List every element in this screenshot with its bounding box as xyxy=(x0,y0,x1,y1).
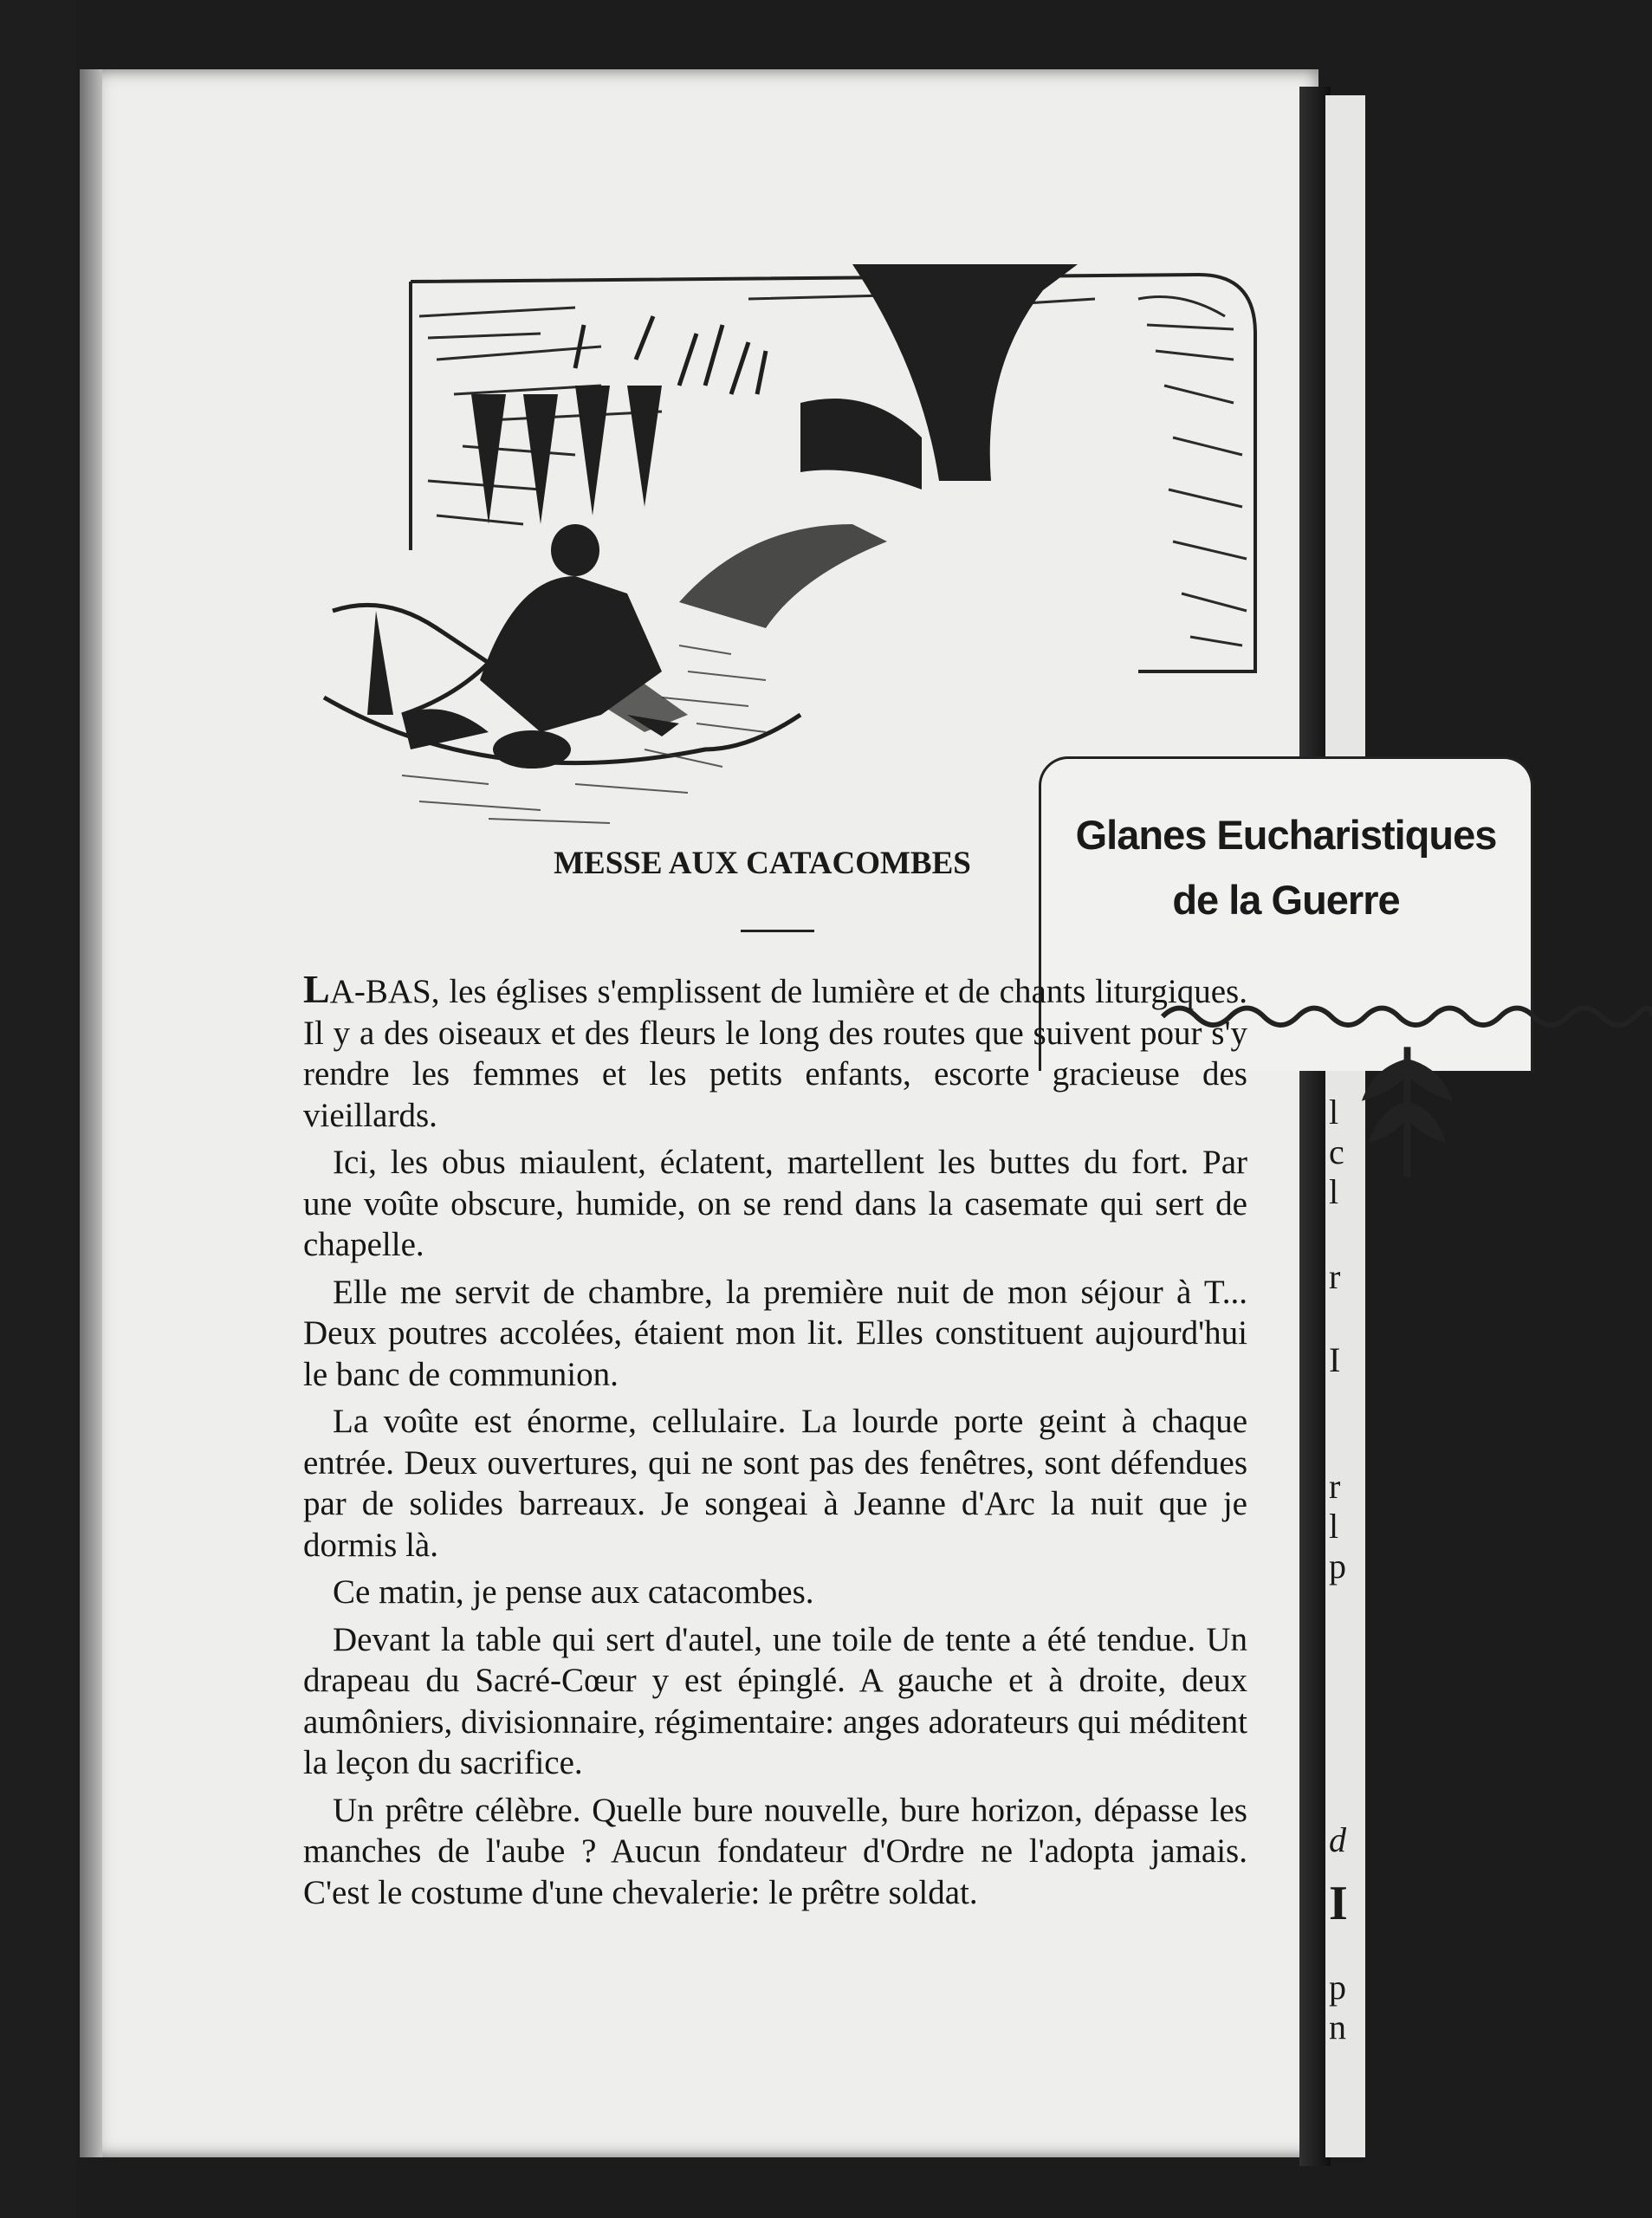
adjacent-letter: r xyxy=(1329,1467,1341,1506)
series-title-line2: de la Guerre xyxy=(1172,877,1400,923)
opening-smallcaps: A-BAS xyxy=(329,973,431,1010)
paragraph-2: Ici, les obus miaulent, éclatent, martellent les buttes du fort. Par une voûte obscure, humide, on se rend dans la casemate qui sert de chapelle. xyxy=(303,1144,1247,1263)
adjacent-letter: n xyxy=(1329,2007,1346,2046)
article-heading: MESSE AUX CATACOMBES xyxy=(554,846,971,881)
scan-border xyxy=(0,0,76,2218)
adjacent-letter: l xyxy=(1329,1093,1339,1132)
war-scene-engraving xyxy=(315,264,1260,836)
paragraph-5: Ce matin, je pense aux catacombes. xyxy=(333,1573,814,1611)
drop-cap: L xyxy=(303,967,330,1011)
article-body xyxy=(303,969,1247,1919)
paragraph-7: Un prêtre célèbre. Quelle bure nouvelle, bure horizon, dépasse les manches de l'aube ? Aucun fondateur d'Ordre ne l'adopta jamais. C'est le costume d'une chevalerie: le prêtre soldat. xyxy=(303,1791,1247,1911)
heading-rule xyxy=(741,930,814,932)
page-edge xyxy=(80,69,102,2157)
paragraph-1-text: , les églises s'emplissent de lumière et de chants liturgiques. Il y a des oiseaux et des fleurs le long des routes que suivent pour s'y rendre les femmes et les petits enfants, escorte gracieuse des vieillards. xyxy=(303,973,1247,1134)
adjacent-letter: p xyxy=(1329,1547,1346,1586)
adjacent-letter: r xyxy=(1329,1257,1341,1296)
adjacent-letter: I xyxy=(1329,1340,1341,1379)
paragraph-4: La voûte est énorme, cellulaire. La lourde porte geint à chaque entrée. Deux ouvertures, qui ne sont pas des fenêtres, sont défendues par de solides barreaux. Je songeai à Jeanne d'Arc la nuit que je dormis là. xyxy=(303,1403,1247,1564)
paragraph-6: Devant la table qui sert d'autel, une toile de tente a été tendue. Un drapeau du Sacré-Cœur y est épinglé. A gauche et à droite, deux aumôniers, divisionnaire, régimentaire: anges adorateurs qui méditent la leçon du sacrifice. xyxy=(303,1620,1247,1781)
paragraph-1 xyxy=(303,969,1247,1136)
adjacent-letter: c xyxy=(1329,1132,1344,1171)
adjacent-letter: l xyxy=(1329,1507,1339,1546)
adjacent-letter: p xyxy=(1329,1968,1346,2007)
adjacent-letter: d xyxy=(1329,1820,1346,1859)
adjacent-letter: l xyxy=(1329,1172,1339,1211)
paragraph-3: Elle me servit de chambre, la première nuit de mon séjour à T... Deux poutres accolées, étaient mon lit. Elles constituent aujourd'hui le banc de communion. xyxy=(303,1273,1247,1393)
series-title-line1: Glanes Eucharistiques xyxy=(1075,812,1497,858)
adjacent-letter: I xyxy=(1329,1877,1348,1930)
